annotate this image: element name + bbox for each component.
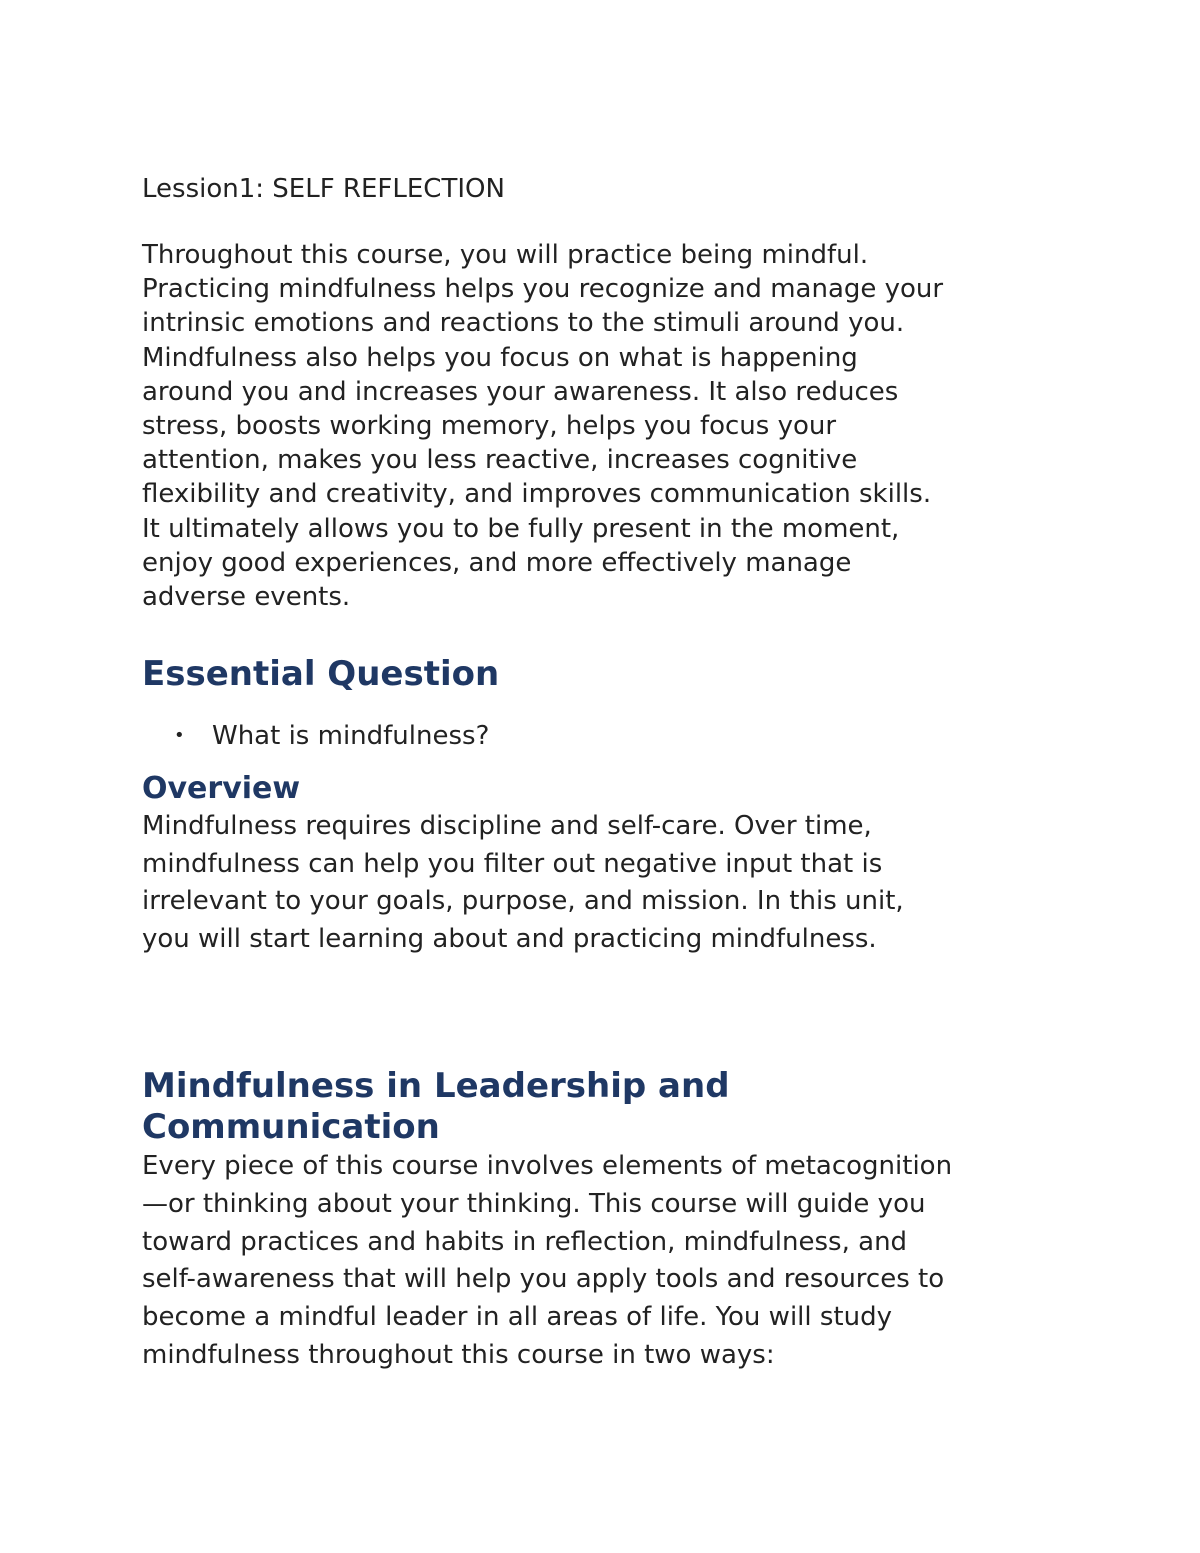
bullet-icon: • — [174, 725, 185, 747]
overview-paragraph: Mindfulness requires discipline and self-care. Over time, mindfulness can help you filter out negative input that is irrelevant to your goals, purpose, and mission. In this unit, you will start learning about and practicing mindfulness. — [142, 811, 904, 954]
intro-paragraph: Throughout this course, you will practice being mindful. Practicing mindfulness helps you recognize and manage your intrinsic emotions and reactions to the stimuli around you. Mindfulness also helps you focus on what is happening around you and increases your awareness. It also reduces stress, boosts working memory, helps you focus your attention, makes you less reactive, increases cognitive flexibility and creativity, and improves communication skills. It ultimately allows you to be fully present in the moment, enjoy good experiences, and more effectively manage adverse events. — [142, 240, 944, 613]
list-item — [142, 718, 1082, 754]
lesson-title: Lession1: SELF REFLECTION — [142, 174, 505, 204]
leadership-paragraph: Every piece of this course involves elements of metacognition —or thinking about your thinking. This course will guide you toward practices and habits in reflection, mindfulness, and self-awareness that will help you apply tools and resources to become a mindful leader in all areas of life. You will study mindfulness throughout this course in two ways: — [142, 1151, 953, 1370]
document-page — [142, 172, 1082, 1374]
essential-question-text: What is mindfulness? — [212, 721, 490, 752]
essential-question-list — [142, 718, 1082, 754]
leadership-heading: Mindfulness in Leadership and Communication — [142, 1066, 730, 1148]
overview-heading: Overview — [142, 771, 301, 807]
essential-question-heading: Essential Question — [142, 654, 500, 695]
